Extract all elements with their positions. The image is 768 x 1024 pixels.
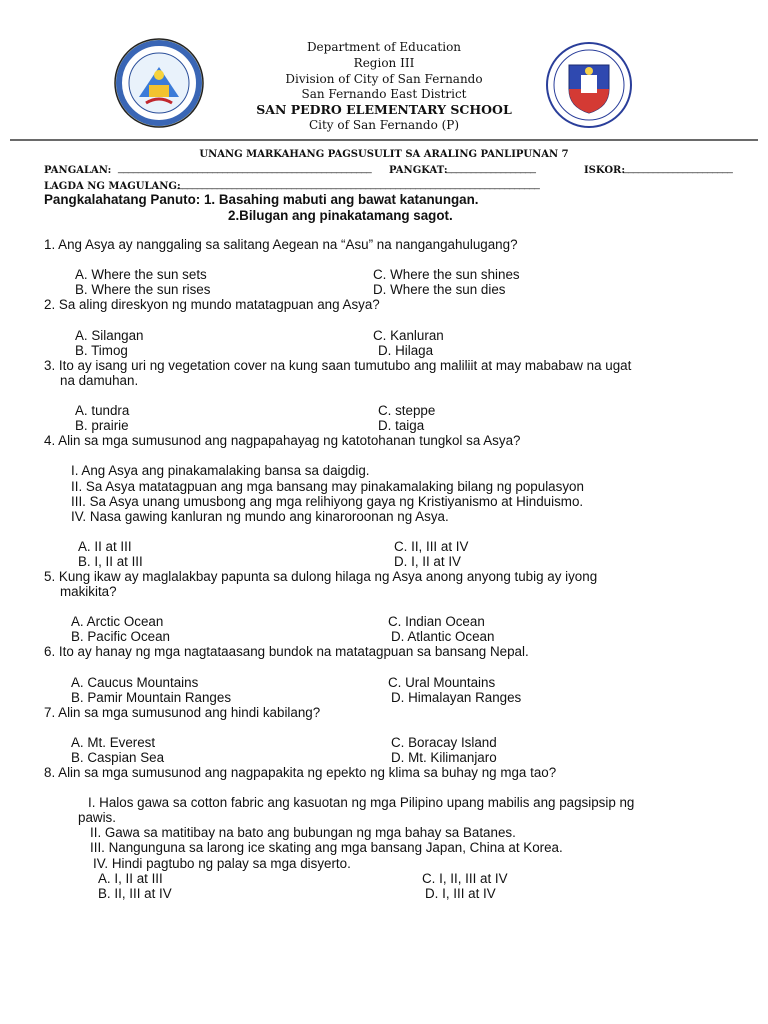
score-label: ISKOR: — [584, 165, 626, 176]
q3-choice-a[interactable]: A. tundra — [75, 403, 130, 418]
q2-choice-d[interactable]: D. Hilaga — [378, 343, 434, 358]
question-1: 1. Ang Asya ay nanggaling sa salitang Aegean na “Asu” na nangangahulugang? — [44, 237, 518, 252]
general-instructions: Pangkalahatang Panuto: 1. Basahing mabuti ang bawat katanungan. — [44, 192, 479, 207]
q8-choice-d[interactable]: D. I, III at IV — [425, 886, 496, 901]
name-label: PANGALAN: — [44, 165, 112, 176]
q6-choice-a[interactable]: A. Caucus Mountains — [71, 675, 199, 690]
q4-choice-a[interactable]: A. II at III — [78, 539, 132, 554]
header-divider — [10, 139, 758, 141]
q1-choice-d[interactable]: D. Where the sun dies — [373, 282, 506, 297]
q1-choice-a[interactable]: A. Where the sun sets — [75, 267, 207, 282]
q7-choice-c[interactable]: C. Boracay Island — [391, 735, 497, 750]
q6-choice-b[interactable]: B. Pamir Mountain Ranges — [71, 690, 232, 705]
question-4: 4. Alin sa mga sumusunod ang nagpapahayag ng katotohanan tungkol sa Asya? — [44, 433, 521, 448]
q6-choice-d[interactable]: D. Himalayan Ranges — [391, 690, 522, 705]
q8-statement-1-continued: pawis. — [78, 810, 116, 825]
q2-choice-b[interactable]: B. Timog — [75, 343, 128, 358]
q4-statement-2: II. Sa Asya matatagpuan ang mga bansang may pinakamalaking bilang ng populasyon — [71, 479, 584, 494]
q4-choice-d[interactable]: D. I, II at IV — [394, 554, 461, 569]
q3-choice-b[interactable]: B. prairie — [75, 418, 129, 433]
q8-choice-c[interactable]: C. I, II, III at IV — [422, 871, 508, 886]
q5-choice-c[interactable]: C. Indian Ocean — [388, 614, 485, 629]
question-2: 2. Sa aling direskyon ng mundo matatagpuan ang Asya? — [44, 297, 380, 312]
score-line[interactable]: ______________________ — [623, 163, 733, 174]
section-line[interactable]: __________________ — [446, 163, 536, 174]
q5-choice-b[interactable]: B. Pacific Ocean — [71, 629, 170, 644]
general-instructions-2: 2.Bilugan ang pinakatamang sagot. — [228, 208, 453, 223]
q1-choice-c[interactable]: C. Where the sun shines — [373, 267, 520, 282]
header-district: San Fernando East District — [301, 87, 467, 101]
section-label: PANGKAT: — [389, 165, 448, 176]
parent-signature-line[interactable]: _________________________________________________________________________ — [177, 179, 540, 190]
q4-statement-4: IV. Nasa gawing kanluran ng mundo ang kinaroroonan ng Asya. — [71, 509, 449, 524]
q7-choice-b[interactable]: B. Caspian Sea — [71, 750, 165, 765]
question-5-continued: makikita? — [60, 584, 117, 599]
q5-choice-d[interactable]: D. Atlantic Ocean — [391, 629, 495, 644]
q4-choice-b[interactable]: B. I, II at III — [78, 554, 143, 569]
header-school-name: SAN PEDRO ELEMENTARY SCHOOL — [256, 102, 512, 117]
q3-choice-d[interactable]: D. taiga — [378, 418, 425, 433]
q1-choice-b[interactable]: B. Where the sun rises — [75, 282, 211, 297]
q8-statement-3: III. Nangunguna sa larong ice skating ang mga bansang Japan, China at Korea. — [90, 840, 563, 855]
question-3-continued: na damuhan. — [60, 373, 139, 388]
q7-choice-d[interactable]: D. Mt. Kilimanjaro — [391, 750, 497, 765]
q7-choice-a[interactable]: A. Mt. Everest — [71, 735, 156, 750]
parent-signature-label: LAGDA NG MAGULANG: — [44, 181, 181, 192]
question-7: 7. Alin sa mga sumusunod ang hindi kabilang? — [44, 705, 321, 720]
q6-choice-c[interactable]: C. Ural Mountains — [388, 675, 496, 690]
q8-statement-2: II. Gawa sa matitibay na bato ang bubungan ng mga bahay sa Batanes. — [90, 825, 516, 840]
header-region: Region III — [353, 56, 415, 70]
header-department: Department of Education — [306, 40, 462, 54]
header-division: Division of City of San Fernando — [285, 72, 483, 86]
q3-choice-c[interactable]: C. steppe — [378, 403, 436, 418]
q4-statement-3: III. Sa Asya unang umusbong ang mga relihiyong gaya ng Kristiyanismo at Hinduismo. — [71, 494, 584, 509]
header-city: City of San Fernando (P) — [308, 118, 460, 132]
q8-choice-b[interactable]: B. II, III at IV — [98, 886, 172, 901]
q2-choice-c[interactable]: C. Kanluran — [373, 328, 444, 343]
q2-choice-a[interactable]: A. Silangan — [75, 328, 144, 343]
q4-statement-1: I. Ang Asya ang pinakamalaking bansa sa daigdig. — [71, 463, 370, 478]
question-6: 6. Ito ay hanay ng mga nagtataasang bundok na matatagpuan sa bansang Nepal. — [44, 644, 529, 659]
exam-title: UNANG MARKAHANG PAGSUSULIT SA ARALING PANLIPUNAN 7 — [199, 149, 569, 160]
q5-choice-a[interactable]: A. Arctic Ocean — [71, 614, 164, 629]
name-line[interactable]: ___________________________________________________ — [118, 163, 372, 174]
question-5: 5. Kung ikaw ay maglalakbay papunta sa dulong hilaga ng Asya anong anyong tubig ay iyong — [44, 569, 598, 584]
q4-choice-c[interactable]: C. II, III at IV — [394, 539, 469, 554]
question-3: 3. Ito ay isang uri ng vegetation cover na kung saan tumutubo ang maliliit at may mababaw na ugat — [44, 358, 632, 373]
q8-choice-a[interactable]: A. I, II at III — [98, 871, 163, 886]
q8-statement-4: IV. Hindi pagtubo ng palay sa mga disyerto. — [93, 856, 351, 871]
question-8: 8. Alin sa mga sumusunod ang nagpapakita ng epekto ng klima sa buhay ng mga tao? — [44, 765, 557, 780]
q8-statement-1: I. Halos gawa sa cotton fabric ang kasuotan ng mga Pilipino upang mabilis ang pagsipsip ng — [88, 795, 635, 810]
